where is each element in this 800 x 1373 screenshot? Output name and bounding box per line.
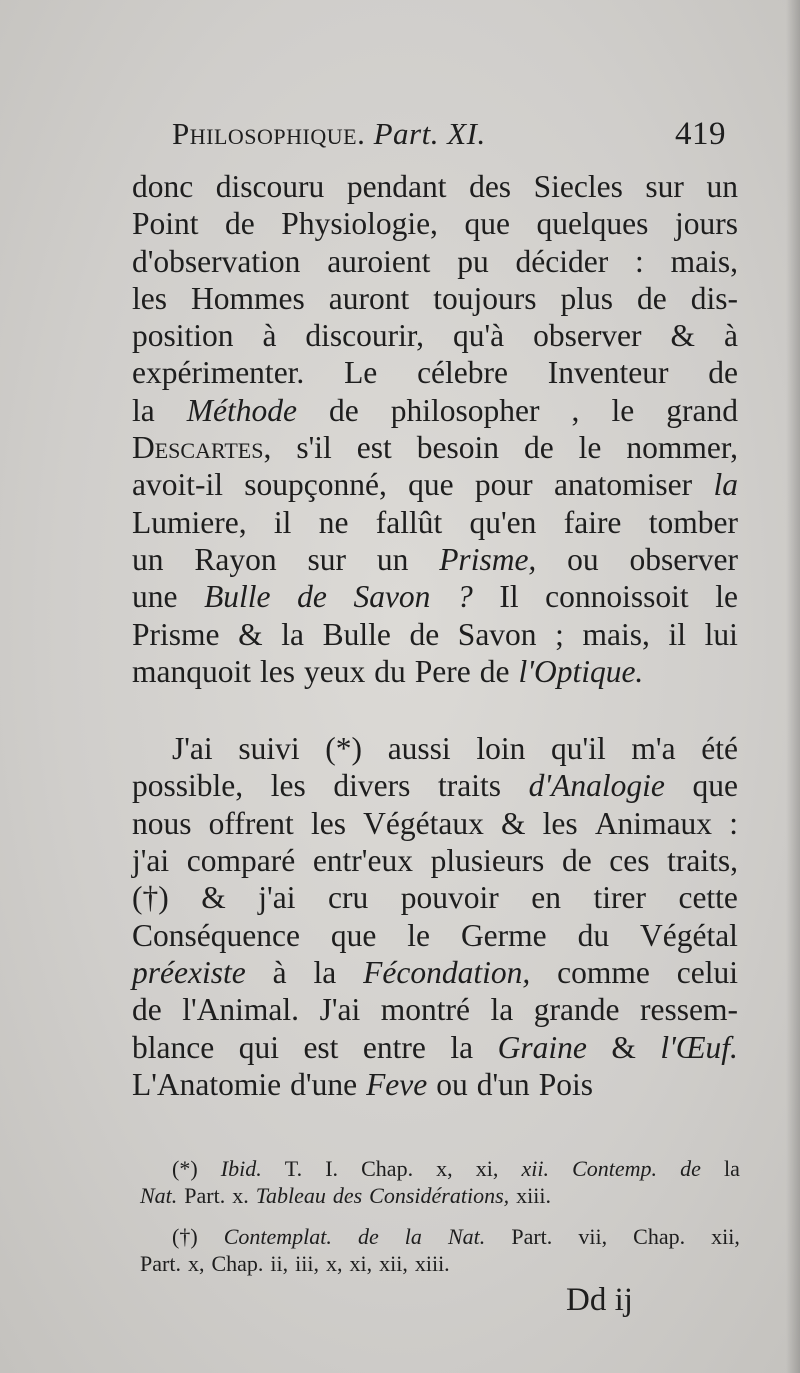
- text-line: [132, 805, 738, 842]
- word: Rayon: [194, 541, 277, 577]
- word: manquoit: [132, 653, 251, 689]
- text-line: [132, 504, 738, 541]
- text-line: [140, 1155, 740, 1182]
- word: x.: [232, 1183, 249, 1208]
- word: les: [270, 768, 306, 804]
- word: discourir,: [305, 318, 424, 354]
- word: T.: [284, 1156, 303, 1181]
- word: celui: [676, 954, 738, 990]
- word: la: [723, 1156, 740, 1181]
- word: iii,: [295, 1251, 319, 1276]
- word: (†): [132, 880, 169, 916]
- word: grand: [666, 392, 738, 428]
- word: (*): [172, 1156, 198, 1181]
- body-text: [132, 168, 738, 1103]
- word: l'Animal.: [182, 992, 300, 1028]
- word: Contemplat.: [223, 1224, 332, 1249]
- footnotes: [140, 1155, 740, 1277]
- word: s'il: [296, 430, 332, 466]
- word: pour: [474, 467, 533, 503]
- word: il: [668, 616, 687, 652]
- word: philosopher: [390, 392, 540, 428]
- page-header: [172, 116, 742, 160]
- word: Physiologie,: [281, 206, 438, 242]
- word: mais,: [670, 243, 738, 279]
- word: le: [407, 917, 431, 953]
- word: des: [469, 169, 512, 204]
- word: Végétaux: [363, 805, 484, 841]
- word: décider: [515, 243, 609, 279]
- word: plusieurs: [430, 843, 545, 879]
- word: la: [132, 392, 155, 428]
- word: à: [262, 318, 277, 354]
- word: &: [238, 616, 263, 652]
- word: nommer,: [626, 430, 738, 466]
- word: aussi: [387, 731, 451, 767]
- word: la: [313, 954, 337, 990]
- word: :: [729, 805, 738, 841]
- word: pouvoir: [400, 880, 499, 916]
- word: qu'à: [452, 318, 505, 354]
- word: Pere: [414, 653, 471, 689]
- word: xii,: [379, 1251, 408, 1276]
- word: ;: [555, 616, 564, 652]
- word: soupçonné,: [244, 467, 387, 503]
- word: Nat.: [447, 1224, 486, 1249]
- footnote-1: [140, 1155, 740, 1209]
- word: de: [637, 280, 667, 316]
- word: de: [297, 579, 327, 615]
- word: la: [490, 992, 514, 1028]
- word: Savon: [353, 579, 431, 615]
- word: d'une: [290, 1066, 358, 1102]
- word: Animaux: [594, 805, 713, 841]
- word: la: [281, 616, 304, 652]
- word: Chap.: [633, 1224, 686, 1249]
- word: (†): [172, 1224, 198, 1249]
- word: Conséquence: [132, 917, 300, 953]
- word: Lumiere,: [132, 504, 247, 540]
- word: &: [500, 805, 526, 841]
- word: montré: [380, 992, 470, 1028]
- word: quelques: [536, 206, 649, 242]
- word: les: [132, 280, 167, 316]
- word: de: [708, 355, 738, 391]
- text-line: [132, 466, 738, 503]
- word: xii.: [521, 1156, 549, 1181]
- word: la: [713, 467, 738, 503]
- word: le: [611, 392, 635, 428]
- text-line: [132, 280, 738, 317]
- word: toujours: [433, 280, 537, 316]
- text-line: [132, 730, 738, 767]
- word: l'Œuf.: [660, 1029, 738, 1065]
- word: xi,: [349, 1251, 373, 1276]
- word: entr'eux: [312, 843, 413, 879]
- word: de: [132, 992, 162, 1028]
- word: (*): [325, 731, 363, 767]
- word: m'a: [631, 731, 676, 767]
- text-line: [132, 168, 738, 205]
- word: Feve: [366, 1066, 428, 1102]
- word: qui: [238, 1029, 279, 1065]
- word: de: [523, 430, 554, 466]
- text-line: [140, 1250, 740, 1277]
- word: blance: [132, 1029, 215, 1065]
- word: l'Optique.: [518, 653, 644, 689]
- word: à: [272, 954, 287, 990]
- word: Bulle: [204, 579, 271, 615]
- paragraph-gap: [132, 690, 738, 730]
- word: Savon: [457, 616, 537, 652]
- word: observer: [533, 318, 642, 354]
- word: Considérations,: [369, 1183, 510, 1208]
- word: position: [132, 318, 234, 354]
- text-line: [140, 1223, 740, 1250]
- word: mais,: [582, 616, 650, 652]
- word: de: [409, 616, 440, 652]
- word: célebre: [417, 355, 508, 391]
- word: la: [450, 1029, 474, 1065]
- word: ressem-: [639, 992, 738, 1028]
- word: I.: [325, 1156, 339, 1181]
- word: il: [273, 504, 292, 540]
- text-line: [140, 1182, 740, 1209]
- word: &: [670, 318, 695, 354]
- word: Fécondation,: [363, 954, 531, 990]
- word: en: [531, 880, 561, 916]
- running-title-text: Philosophique.: [172, 116, 366, 151]
- text-line: [132, 991, 738, 1028]
- word: entre: [362, 1029, 426, 1065]
- word: à: [723, 318, 738, 354]
- word: besoin: [416, 430, 499, 466]
- word: traits,: [667, 843, 738, 879]
- text-line: [132, 954, 738, 991]
- word: Germe: [460, 917, 547, 953]
- word: traits: [438, 768, 501, 804]
- word: ou: [567, 541, 599, 577]
- word: que: [464, 206, 510, 242]
- word: pu: [457, 243, 489, 279]
- word: Graine: [497, 1029, 587, 1065]
- word: Descartes,: [132, 430, 272, 466]
- running-title: [172, 116, 486, 152]
- word: auroient: [327, 243, 431, 279]
- word: xiii.: [414, 1251, 450, 1276]
- text-line: [132, 354, 738, 391]
- text-line: [132, 616, 738, 653]
- word: Contemp.: [572, 1156, 658, 1181]
- word: Tableau: [255, 1183, 326, 1208]
- word: Bulle: [322, 616, 391, 652]
- word: est: [356, 430, 392, 466]
- word: jours: [674, 206, 738, 242]
- word: qu'il: [551, 731, 606, 767]
- word: tomber: [648, 504, 738, 540]
- word: &: [201, 880, 226, 916]
- word: yeux: [304, 653, 366, 689]
- word: avoit-il: [132, 467, 223, 503]
- word: Prisme: [132, 616, 220, 652]
- text-line: [132, 653, 738, 690]
- word: connoissoit: [545, 579, 689, 615]
- word: un: [132, 541, 164, 577]
- word: des: [332, 1183, 363, 1208]
- word: Hommes: [191, 280, 305, 316]
- word: que: [408, 467, 454, 503]
- word: L'Anatomie: [132, 1066, 282, 1102]
- word: Point: [132, 206, 199, 242]
- word: ii,: [270, 1251, 289, 1276]
- word: fallût: [375, 504, 443, 540]
- footnote-gap: [140, 1209, 740, 1223]
- word: Le: [344, 355, 378, 391]
- word: été: [701, 731, 738, 767]
- word: comme: [557, 954, 650, 990]
- text-line: [132, 1066, 738, 1103]
- word: Inventeur: [547, 355, 669, 391]
- word: de: [225, 206, 255, 242]
- word: est: [303, 1029, 339, 1065]
- word: les: [310, 805, 346, 841]
- word: le: [578, 430, 602, 466]
- text-line: [132, 243, 738, 280]
- part-label: Part. XI.: [373, 116, 486, 151]
- word: :: [635, 243, 644, 279]
- word: Prisme,: [439, 541, 537, 577]
- text-line: [132, 317, 738, 354]
- word: Part.: [511, 1224, 553, 1249]
- word: Part.: [140, 1251, 181, 1276]
- word: lui: [704, 616, 738, 652]
- text-line: [132, 879, 738, 916]
- word: de: [680, 1156, 701, 1181]
- word: Part.: [184, 1183, 226, 1208]
- footnote-2: [140, 1223, 740, 1277]
- word: d'un: [476, 1066, 530, 1102]
- word: Méthode: [186, 392, 297, 428]
- word: j'ai: [258, 880, 296, 916]
- word: auront: [328, 280, 410, 316]
- word: nous: [132, 805, 192, 841]
- word: pendant: [346, 169, 447, 204]
- word: du: [374, 653, 406, 689]
- text-line: [132, 392, 738, 429]
- text-line: [132, 767, 738, 804]
- word: xi,: [475, 1156, 499, 1181]
- text-line: [132, 541, 738, 578]
- word: &: [611, 1029, 636, 1065]
- text-line: [132, 578, 738, 615]
- word: x,: [187, 1251, 205, 1276]
- word: de: [561, 843, 592, 879]
- text-line: [132, 429, 738, 466]
- word: ou: [436, 1066, 468, 1102]
- word: ,: [571, 392, 580, 428]
- word: j'ai: [132, 843, 170, 879]
- word: cru: [327, 880, 369, 916]
- word: Ibid.: [220, 1156, 262, 1181]
- word: anatomiser: [553, 467, 693, 503]
- word: Nat.: [140, 1183, 178, 1208]
- word: suivi: [238, 731, 300, 767]
- word: divers: [333, 768, 411, 804]
- word: d'observation: [132, 243, 301, 279]
- word: les: [542, 805, 578, 841]
- word: Végétal: [639, 917, 738, 953]
- word: loin: [476, 731, 526, 767]
- word: ?: [457, 579, 473, 615]
- word: J'ai: [319, 992, 361, 1028]
- word: offrent: [208, 805, 294, 841]
- word: sur: [645, 169, 684, 204]
- word: comparé: [186, 843, 296, 879]
- word: Chap.: [211, 1251, 264, 1276]
- word: tirer: [593, 880, 646, 916]
- word: de: [357, 1224, 379, 1249]
- word: qu'en: [469, 504, 537, 540]
- word: de: [329, 392, 359, 428]
- word: Siecles: [533, 169, 623, 204]
- word: de: [479, 653, 510, 689]
- page-edge-shadow: [786, 0, 800, 1373]
- word: possible,: [132, 768, 244, 804]
- word: les: [260, 653, 295, 689]
- word: Pois: [538, 1066, 593, 1102]
- word: que: [330, 917, 377, 953]
- word: x,: [436, 1156, 453, 1181]
- word: dis-: [690, 280, 738, 316]
- word: vii,: [578, 1224, 608, 1249]
- word: ces: [609, 843, 650, 879]
- word: que: [692, 768, 738, 804]
- text-line: [132, 205, 738, 242]
- word: du: [577, 917, 610, 953]
- text-line: [132, 842, 738, 879]
- word: Il: [499, 579, 519, 615]
- page-number: 419: [675, 116, 726, 152]
- text-line: [132, 1029, 738, 1066]
- word: x,: [325, 1251, 343, 1276]
- word: préexiste: [132, 954, 246, 990]
- word: J'ai: [172, 731, 213, 767]
- word: xiii.: [516, 1183, 551, 1208]
- word: le: [715, 579, 738, 615]
- word: expérimenter.: [132, 355, 305, 391]
- word: faire: [563, 504, 622, 540]
- text-line: [132, 917, 738, 954]
- word: la: [404, 1224, 422, 1249]
- word: un: [376, 541, 409, 577]
- word: cette: [678, 880, 738, 916]
- word: plus: [560, 280, 614, 316]
- word: xii,: [711, 1224, 740, 1249]
- word: d'Analogie: [528, 768, 665, 804]
- paragraph-2: [132, 730, 738, 1103]
- word: sur: [307, 541, 346, 577]
- word: Chap.: [361, 1156, 414, 1181]
- word: donc: [132, 169, 194, 204]
- signature-mark: Dd ij: [566, 1282, 633, 1318]
- paragraph-1: [132, 168, 738, 690]
- word: un: [706, 169, 738, 204]
- word: grande: [533, 992, 620, 1028]
- word: discouru: [215, 169, 325, 204]
- word: observer: [629, 541, 738, 577]
- word: ne: [318, 504, 349, 540]
- word: une: [132, 579, 178, 615]
